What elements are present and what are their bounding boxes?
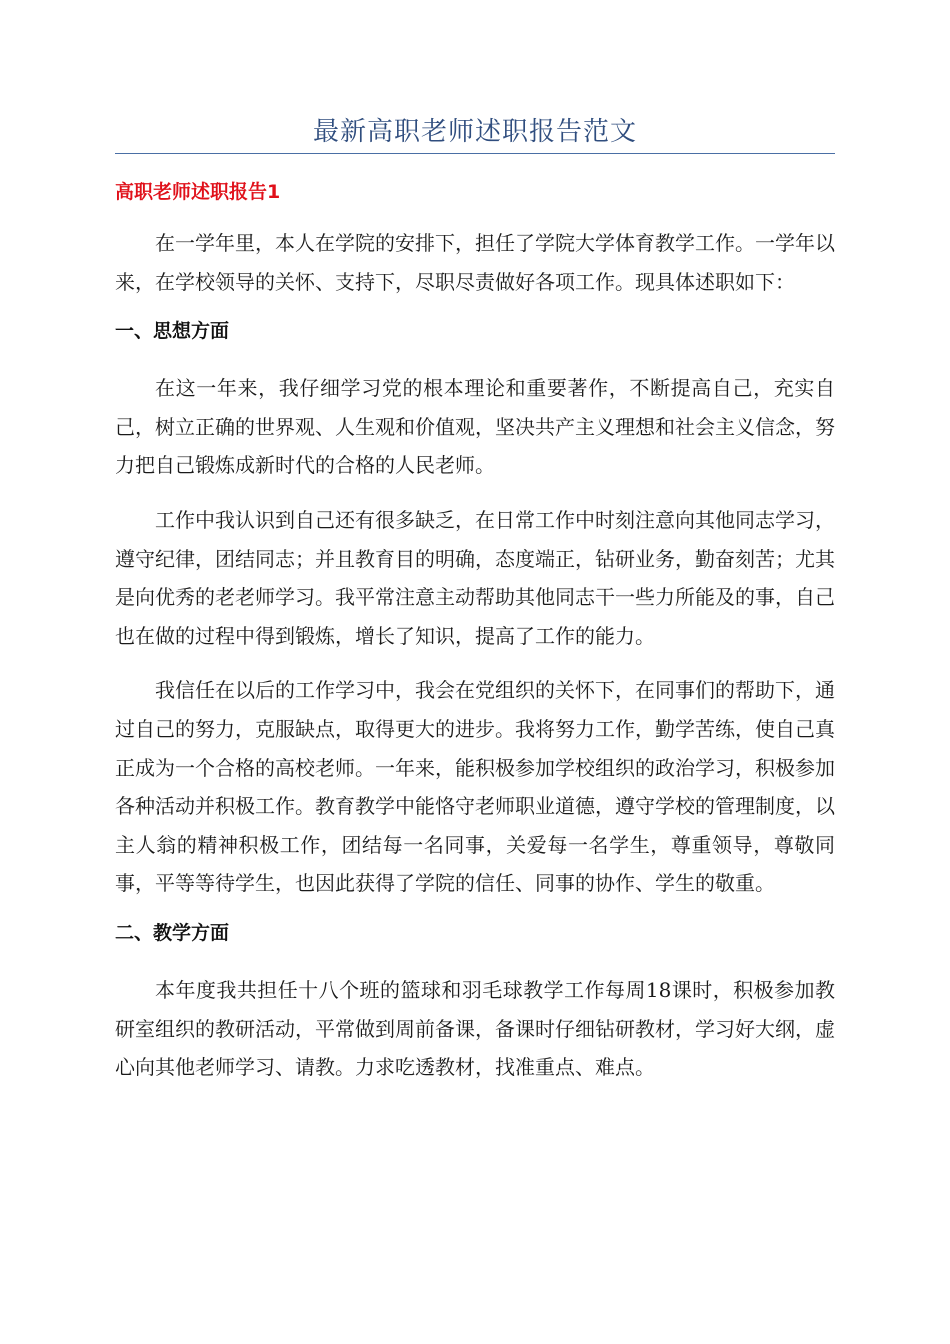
section-heading-thought: 一、思想方面 xyxy=(115,320,230,343)
section-heading-teaching: 二、教学方面 xyxy=(115,921,230,944)
intro-paragraph: 在一学年里，本人在学院的安排下，担任了学院大学体育教学工作。一学年以来，在学校领导的关怀、支持下，尽职尽责做好各项工作。现具体述职如下： xyxy=(115,231,835,294)
document-title: 最新高职老师述职报告范文 xyxy=(312,117,637,147)
paragraph: 在这一年来，我仔细学习党的根本理论和重要著作，不断提高自己，充实自己，树立正确的世界观、人生观和价值观，坚决共产主义理想和社会主义信念，努力把自己锻炼成新时代的合格的人民老师。 xyxy=(115,376,835,478)
title-underline xyxy=(115,153,835,154)
paragraph: 我信任在以后的工作学习中，我会在党组织的关怀下，在同事们的帮助下，通过自己的努力，克服缺点，取得更大的进步。我将努力工作，勤学苦练，使自己真正成为一个合格的高校老师。一年来，能积极参加学校组织的政治学习，积极参加各种活动并积极工作。教育教学中能恪守老师职业道德，遵守学校的管理制度，以主人翁的精神积极工作，团结每一名同事，关爱每一名学生，尊重领导，尊敬同事，平等等待学生，也因此获得了学院的信任、同事的协作、学生的敬重。 xyxy=(115,678,835,896)
paragraph: 工作中我认识到自己还有很多缺乏，在日常工作中时刻注意向其他同志学习，遵守纪律，团结同志；并且教育目的明确，态度端正，钻研业务，勤奋刻苦；尤其是向优秀的老老师学习。我平常注意主动帮助其他同志干一些力所能及的事，自己也在做的过程中得到锻炼，增长了知识，提高了工作的能力。 xyxy=(115,507,835,648)
document-body xyxy=(115,178,835,1103)
report-heading: 高职老师述职报告1 xyxy=(115,181,281,203)
paragraph: 本年度我共担任十八个班的篮球和羽毛球教学工作每周18课时，积极参加教研室组织的教研活动，平常做到周前备课，备课时仔细钻研教材，学习好大纲，虚心向其他老师学习、请教。力求吃透教材，找准重点、难点。 xyxy=(115,977,835,1080)
